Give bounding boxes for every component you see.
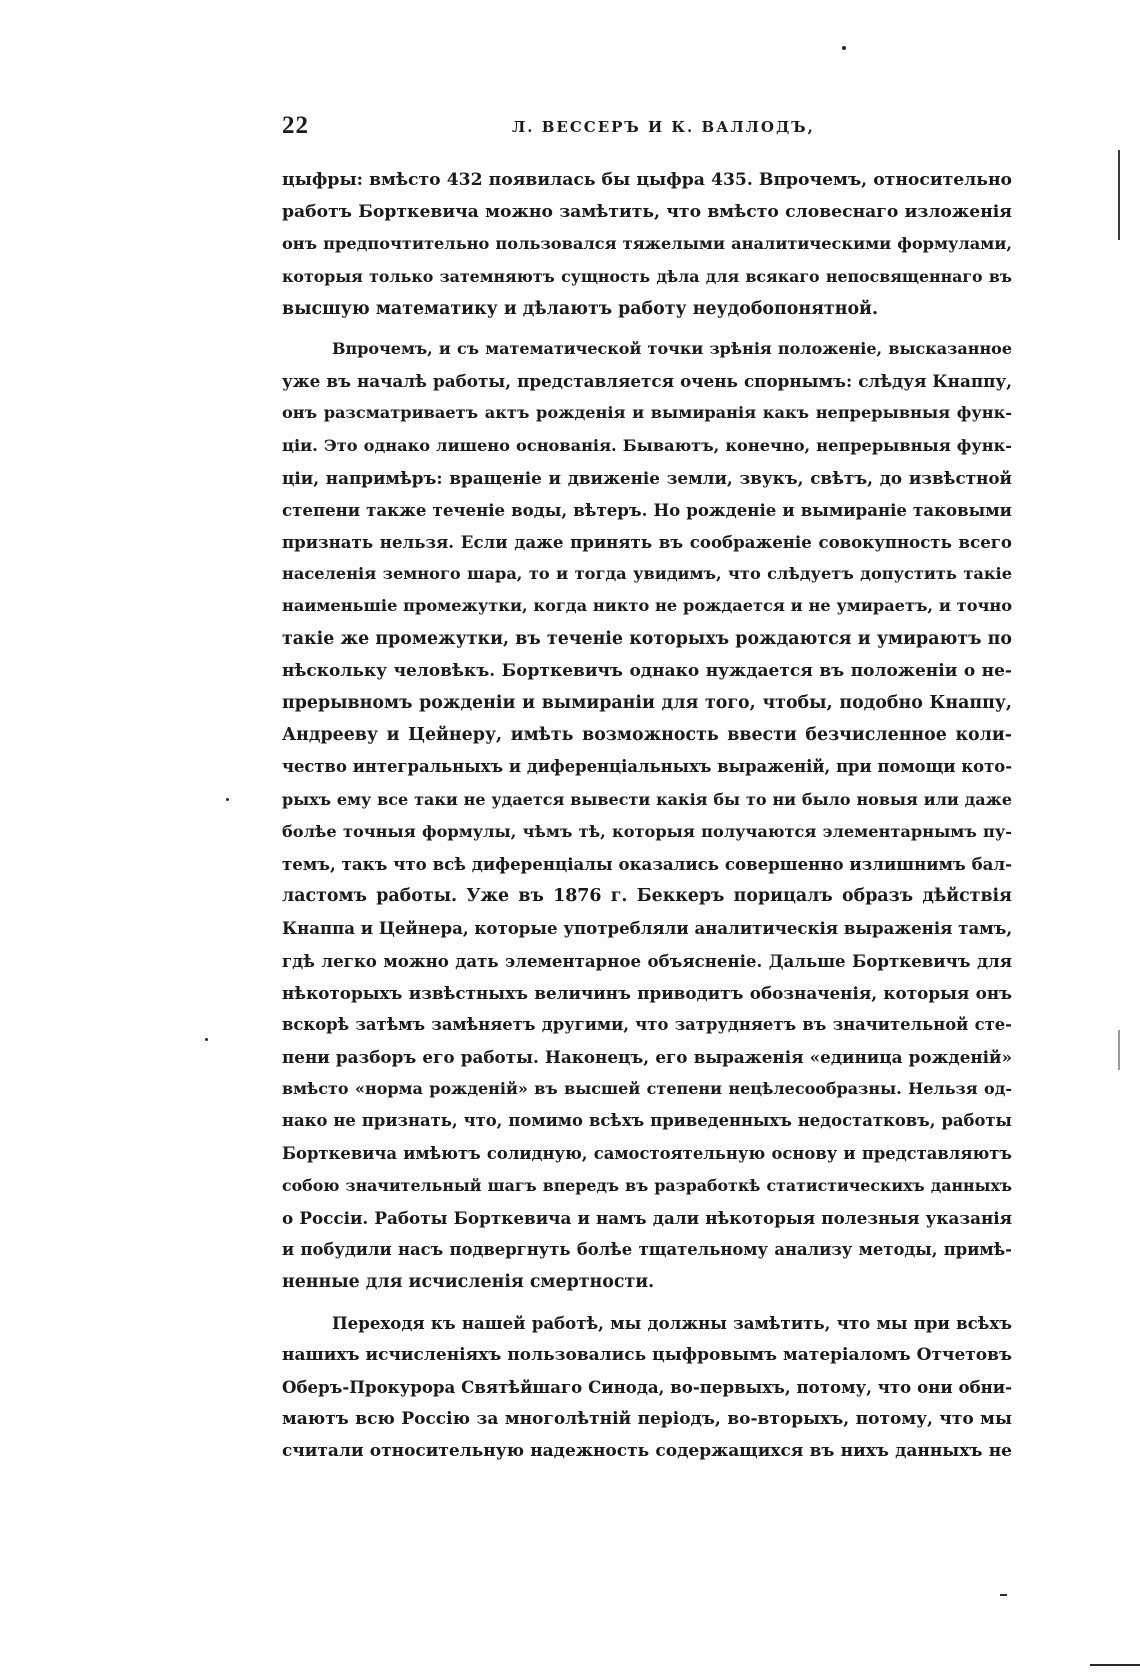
text-line: онъ разсматриваетъ актъ рожденія и вымиранія какъ непрерывныя функ- bbox=[282, 403, 1012, 423]
text-line: и побудили насъ подвергнуть болѣе тщательному анализу методы, примѣ- bbox=[282, 1240, 1012, 1260]
text-line: вмѣсто «норма рожденій» въ высшей степени нецѣлесообразны. Нельзя од- bbox=[282, 1079, 1012, 1099]
text-line: цыфры: вмѣсто 432 появилась бы цыфра 435. Впрочемъ, относительно bbox=[282, 170, 1012, 190]
text-line: ціи. Это однако лишено основанія. Бываютъ, конечно, непрерывныя функ- bbox=[282, 435, 1012, 455]
text-line: Андрееву и Цейнеру, имѣть возможность ввести безчисленное коли- bbox=[282, 725, 1012, 746]
text-line: ластомъ работы. Уже въ 1876 г. Беккеръ порицалъ образъ дѣйствія bbox=[282, 886, 1012, 907]
page-header bbox=[282, 112, 1012, 146]
text-line: работъ Борткевича можно замѣтить, что вмѣсто словеснаго изложенія bbox=[282, 202, 1012, 223]
text-line: Переходя къ нашей работѣ, мы должны замѣтить, что мы при всѣхъ bbox=[332, 1312, 1012, 1333]
page-number: 22 bbox=[282, 112, 309, 139]
text-line: ціи, напримѣръ: вращеніе и движеніе земли, звукъ, свѣтъ, до извѣстной bbox=[282, 467, 1012, 488]
text-line: нашихъ исчисленіяхъ пользовались цыфровымъ матеріаломъ Отчетовъ bbox=[282, 1344, 1012, 1365]
text-line: Кнаппа и Цейнера, которые употребляли аналитическія выраженія тамъ, bbox=[282, 918, 1013, 939]
scan-speck bbox=[205, 1038, 208, 1041]
text-line: прерывномъ рожденіи и вымираніи для того, чтобы, подобно Кнаппу, bbox=[282, 693, 1012, 713]
running-head: Л. ВЕССЕРЪ И К. ВАЛЛОДЪ, bbox=[512, 118, 815, 136]
paragraph-gap bbox=[282, 325, 1012, 333]
text-line: болѣе точныя формулы, чѣмъ тѣ, которыя получаются элементарнымъ пу- bbox=[282, 821, 1012, 841]
text-line: Борткевича имѣютъ солидную, самостоятельную основу и представляютъ bbox=[282, 1143, 1012, 1163]
text-line: наименьшіе промежутки, когда никто не рождается и не умираетъ, и точно bbox=[282, 596, 1012, 616]
paragraph-gap bbox=[282, 1299, 1012, 1307]
scan-speck bbox=[226, 798, 229, 801]
text-line: нѣкоторыхъ извѣстныхъ величинъ приводитъ обозначенія, которыя онъ bbox=[282, 982, 1012, 1003]
text-line: Впрочемъ, и съ математической точки зрѣнія положеніе, высказанное bbox=[332, 338, 1012, 358]
text-line: ненные для исчисленія смертности. bbox=[282, 1272, 655, 1293]
text-line: рыхъ ему все таки не удается вывести какія бы то ни было новыя или даже bbox=[282, 789, 1012, 809]
text-line: которыя только затемняютъ сущность дѣла для всякаго непосвященнаго въ bbox=[282, 266, 1012, 286]
text-line: гдѣ легко можно дать элементарное объясненіе. Дальше Борткевичъ для bbox=[282, 950, 1012, 971]
text-line: Оберъ-Прокурора Святѣйшаго Синода, во-первыхъ, потому, что они обни- bbox=[282, 1376, 1012, 1397]
text-line: пени разборъ его работы. Наконецъ, его выраженія «единица рожденій» bbox=[282, 1047, 1012, 1068]
text-line: маютъ всю Россію за многолѣтній періодъ, во-вторыхъ, потому, что мы bbox=[282, 1409, 1012, 1430]
scan-speck bbox=[842, 46, 846, 50]
text-line: такіе же промежутки, въ теченіе которыхъ рождаются и умираютъ по bbox=[282, 628, 1012, 649]
text-line: собою значительный шагъ впередъ въ разработкѣ статистическихъ данныхъ bbox=[282, 1175, 1012, 1195]
text-line: высшую математику и дѣлаютъ работу неудобопонятной. bbox=[282, 298, 878, 319]
text-line: вскорѣ затѣмъ замѣняетъ другими, что затрудняетъ въ значительной сте- bbox=[282, 1014, 1012, 1034]
text-line: степени также теченіе воды, вѣтеръ. Но рожденіе и вымираніе таковыми bbox=[282, 499, 1012, 520]
body-text bbox=[282, 164, 1012, 1468]
binding-edge-line bbox=[1118, 150, 1120, 240]
scan-speck bbox=[1000, 1594, 1007, 1596]
text-line: уже въ началѣ работы, представляется очень спорнымъ: слѣдуя Кнаппу, bbox=[282, 371, 1012, 392]
binding-edge-line bbox=[1090, 1664, 1140, 1666]
text-line: нѣскольку человѣкъ. Борткевичъ однако нуждается въ положеніи о не- bbox=[282, 660, 1012, 681]
text-line: о Россіи. Работы Борткевича и намъ дали нѣкоторыя полезныя указанія bbox=[282, 1208, 1012, 1228]
text-line: нако не признать, что, помимо всѣхъ приведенныхъ недостатковъ, работы bbox=[282, 1111, 1012, 1131]
text-line: онъ предпочтительно пользовался тяжелыми аналитическими формулами, bbox=[282, 234, 1012, 254]
text-line: признать нельзя. Если даже принять въ соображеніе совокупность всего bbox=[282, 532, 1012, 553]
text-line: считали относительную надежность содержащихся въ нихъ данныхъ не bbox=[282, 1441, 1012, 1462]
text-line: чество интегральныхъ и диференціальныхъ выраженій, при помощи кото- bbox=[282, 757, 1012, 777]
binding-edge-line bbox=[1118, 1030, 1120, 1070]
text-line: населенія земного шара, то и тогда увидимъ, что слѣдуетъ допустить такіе bbox=[282, 564, 1012, 584]
text-line: темъ, такъ что всѣ диференціалы оказались совершенно излишнимъ бал- bbox=[282, 853, 1012, 874]
